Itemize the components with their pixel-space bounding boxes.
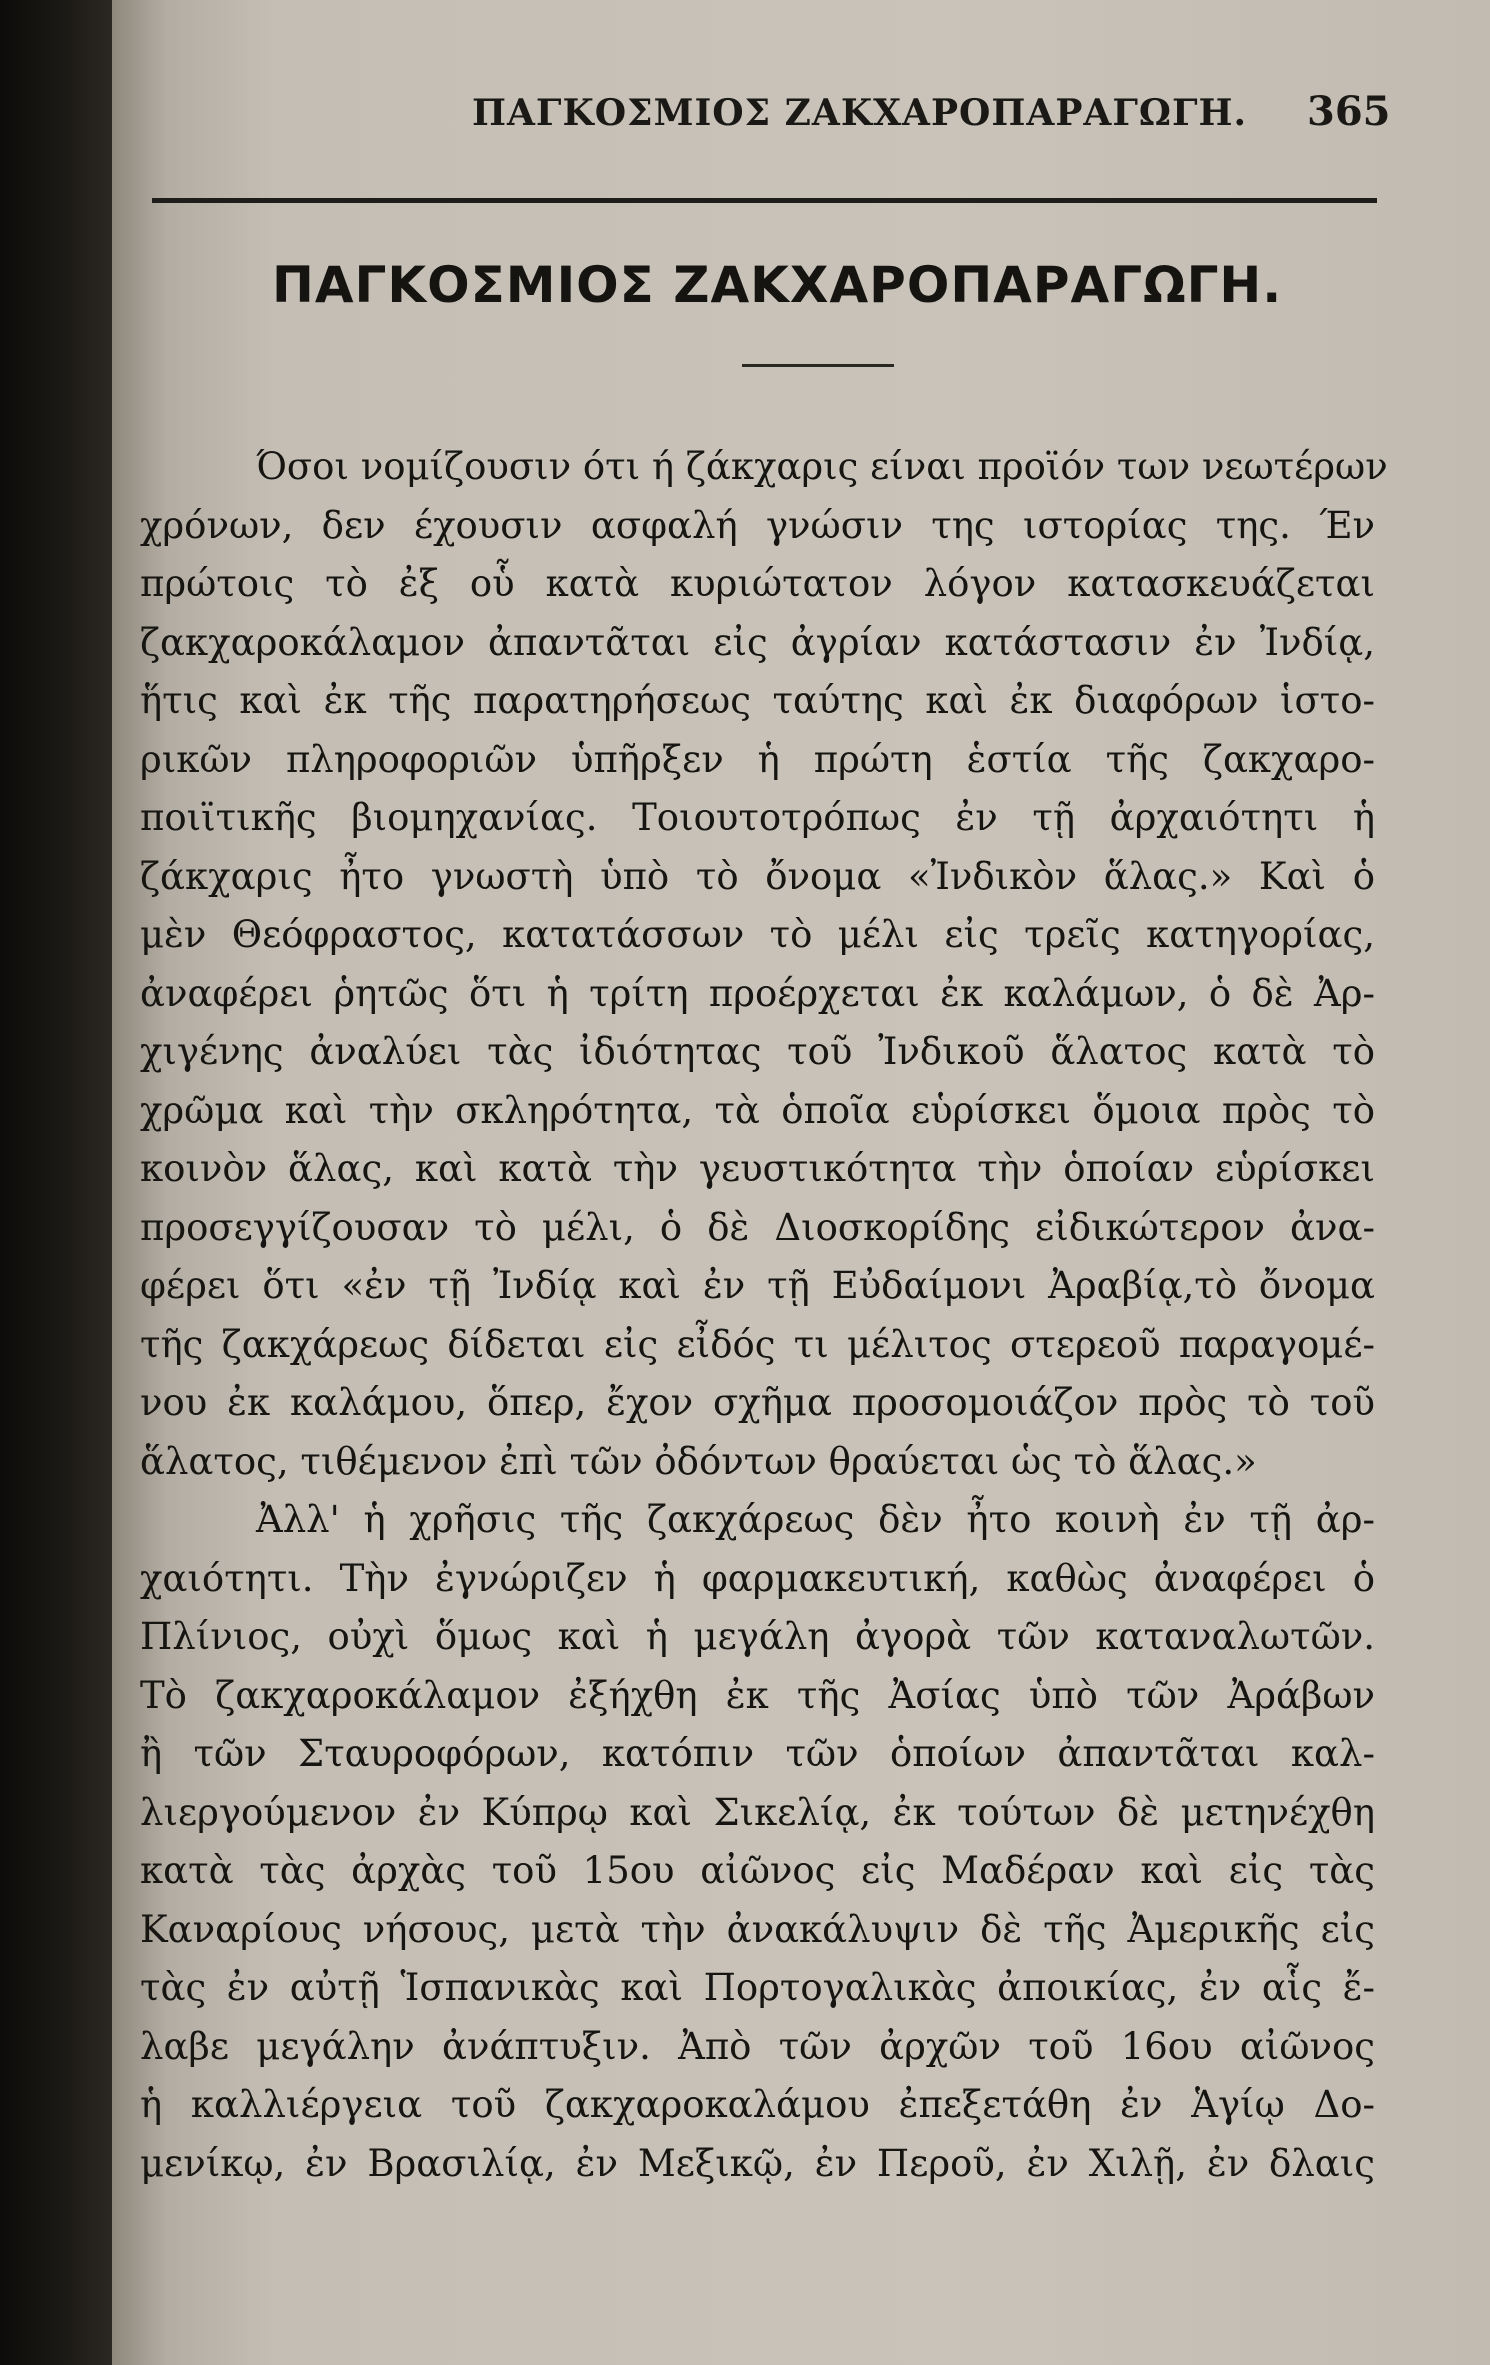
text-line: μενίκῳ, ἐν Βρασιλίᾳ, ἐν Μεξικῷ, ἐν Περοῦ, ἐν Χιλῇ, ἐν δλαις — [140, 2141, 1375, 2185]
text-line: ζάκχαρις ἦτο γνωστὴ ὑπὸ τὸ ὄνομα «Ἰνδικὸν ἅλας.» Καὶ ὁ — [140, 854, 1375, 898]
page-number: 365 — [1307, 88, 1391, 135]
running-head: ΠΑΓΚΟΣΜΙΟΣ ΖΑΚΧΑΡΟΠΑΡΑΓΩΓΗ. — [472, 92, 1248, 134]
text-line: φέρει ὅτι «ἐν τῇ Ἰνδίᾳ καὶ ἐν τῇ Εὐδαίμονι Ἀραβίᾳ,τὸ ὄνομα — [140, 1264, 1375, 1307]
text-line: ἢ τῶν Σταυροφόρων, κατόπιν τῶν ὁποίων ἀπαντᾶται καλ- — [140, 1732, 1375, 1775]
text-line: ζακχαροκάλαμον ἀπαντᾶται εἰς ἀγρίαν κατάστασιν ἐν Ἰνδίᾳ, — [140, 620, 1375, 664]
text-line: ἥτις καὶ ἐκ τῆς παρατηρήσεως ταύτης καὶ ἐκ διαφόρων ἱστο- — [140, 679, 1375, 722]
text-line: χρῶμα καὶ τὴν σκληρότητα, τὰ ὁποῖα εὑρίσκει ὅμοια πρὸς τὸ — [140, 1088, 1375, 1132]
text-line: ἡ καλλιέργεια τοῦ ζακχαροκαλάμου ἐπεξετάθη ἐν Ἁγίῳ Δο- — [140, 2083, 1375, 2126]
text-line: ἀναφέρει ῥητῶς ὅτι ἡ τρίτη προέρχεται ἐκ καλάμων, ὁ δὲ Ἀρ- — [140, 971, 1375, 1015]
book-binding-shadow — [0, 0, 112, 2365]
article-body — [140, 438, 1388, 2193]
text-line: Ἀλλ' ἡ χρῆσις τῆς ζακχάρεως δὲν ἦτο κοινὴ ἐν τῇ ἀρ- — [256, 1498, 1375, 1541]
text-line: ποιϊτικῆς βιομηχανίας. Τοιουτοτρόπως ἐν τῇ ἀρχαιότητι ἡ — [140, 796, 1375, 839]
text-line: χιγένης ἀναλύει τὰς ἰδιότητας τοῦ Ἰνδικοῦ ἅλατος κατὰ τὸ — [140, 1030, 1375, 1073]
text-line: χρόνων, δεν έχουσιν ασφαλή γνώσιν της ιστορίας της. Έν — [140, 503, 1375, 547]
text-line: Τὸ ζακχαροκάλαμον ἐξήχθη ἐκ τῆς Ἀσίας ὑπὸ τῶν Ἀράβων — [140, 1673, 1375, 1717]
text-line: προσεγγίζουσαν τὸ μέλι, ὁ δὲ Διοσκορίδης εἰδικώτερον ἀνα- — [140, 1205, 1375, 1249]
text-line: λιεργούμενον ἐν Κύπρῳ καὶ Σικελίᾳ, ἐκ τούτων δὲ μετηνέχθη — [140, 1790, 1375, 1834]
article-title: ΠΑΓΚΟΣΜΙΟΣ ΖΑΚΧΑΡΟΠΑΡΑΓΩΓΗ. — [272, 256, 1283, 314]
text-line: Καναρίους νήσους, μετὰ τὴν ἀνακάλυψιν δὲ τῆς Ἀμερικῆς εἰς — [140, 1907, 1375, 1951]
text-line: τὰς ἐν αὐτῇ Ἱσπανικὰς καὶ Πορτογαλικὰς ἀποικίας, ἐν αἷς ἔ- — [140, 1966, 1375, 2009]
text-line: Πλίνιος, οὐχὶ ὅμως καὶ ἡ μεγάλη ἀγορὰ τῶν καταναλωτῶν. — [140, 1615, 1375, 1658]
text-line: λαβε μεγάλην ἀνάπτυξιν. Ἀπὸ τῶν ἀρχῶν τοῦ 16ου αἰῶνος — [140, 2024, 1375, 2068]
text-line: τῆς ζακχάρεως δίδεται εἰς εἶδός τι μέλιτος στερεοῦ παραγομέ- — [140, 1322, 1375, 1366]
text-line: ἅλατος, τιθέμενον ἐπὶ τῶν ὀδόντων θραύεται ὡς τὸ ἅλας.» — [140, 1439, 1257, 1483]
header-rule — [152, 198, 1377, 203]
text-line: κατὰ τὰς ἀρχὰς τοῦ 15ου αἰῶνος εἰς Μαδέραν καὶ εἰς τὰς — [140, 1849, 1375, 1892]
text-line: πρώτοις τὸ ἐξ οὗ κατὰ κυριώτατον λόγον κατασκευάζεται — [140, 562, 1375, 605]
text-line: νου ἐκ καλάμου, ὅπερ, ἔχον σχῆμα προσομοιάζον πρὸς τὸ τοῦ — [140, 1381, 1375, 1424]
text-line: κοινὸν ἅλας, καὶ κατὰ τὴν γευστικότητα τὴν ὁποίαν εὑρίσκει — [140, 1147, 1375, 1190]
text-line: Όσοι νομίζουσιν ότι ή ζάκχαρις είναι προϊόν των νεωτέρων — [256, 445, 1388, 488]
text-line: μὲν Θεόφραστος, κατατάσσων τὸ μέλι εἰς τρεῖς κατηγορίας, — [140, 913, 1375, 956]
title-underline — [742, 364, 894, 367]
text-line: ρικῶν πληροφοριῶν ὑπῆρξεν ἡ πρώτη ἑστία τῆς ζακχαρο- — [140, 737, 1375, 781]
text-line: χαιότητι. Τὴν ἐγνώριζεν ἡ φαρμακευτική, καθὼς ἀναφέρει ὁ — [140, 1556, 1375, 1600]
